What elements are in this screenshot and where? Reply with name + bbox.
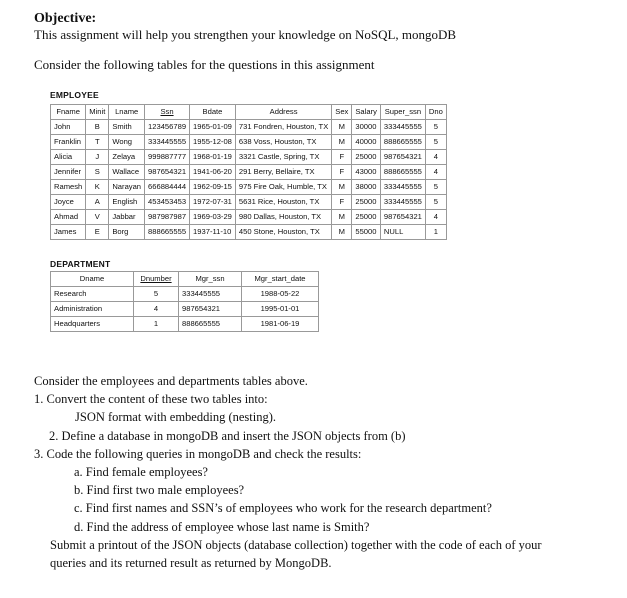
- employee-cell-salary: 25000: [352, 150, 381, 165]
- employee-cell-bdate: 1955-12-08: [190, 135, 236, 150]
- employee-cell-bdate: 1972-07-31: [190, 195, 236, 210]
- department-header-row: [51, 272, 319, 287]
- department-row: [51, 302, 319, 317]
- employee-row: [51, 150, 447, 165]
- employee-cell-minit: J: [86, 150, 109, 165]
- employee-cell-lname: Wong: [109, 135, 145, 150]
- col-header-lname: Lname: [109, 105, 145, 120]
- employee-cell-dno: 5: [425, 120, 446, 135]
- submit-instruction-line-1: Submit a printout of the JSON objects (database collection) together with the code of each of your: [50, 537, 542, 552]
- col-header-sex: Sex: [332, 105, 352, 120]
- objective-text: This assignment will help you strengthen your knowledge on NoSQL, mongoDB: [34, 27, 457, 42]
- department-cell-dname: Research: [51, 287, 134, 302]
- employee-cell-salary: 40000: [352, 135, 381, 150]
- employee-cell-minit: A: [86, 195, 109, 210]
- employee-cell-minit: T: [86, 135, 109, 150]
- col-header-address: Address: [235, 105, 331, 120]
- employee-cell-bdate: 1937-11-10: [190, 225, 236, 240]
- employee-cell-bdate: 1965-01-09: [190, 120, 236, 135]
- objective-heading: Objective:: [34, 11, 97, 26]
- employee-cell-ssn: 999887777: [145, 150, 190, 165]
- col-header-minit: Minit: [86, 105, 109, 120]
- employee-cell-address: 731 Fondren, Houston, TX: [235, 120, 331, 135]
- department-cell-dname: Headquarters: [51, 317, 134, 332]
- employee-cell-dno: 4: [425, 150, 446, 165]
- employee-cell-lname: Narayan: [109, 180, 145, 195]
- employee-row: [51, 210, 447, 225]
- questions-lead: Consider the employees and departments tables above.: [34, 374, 308, 388]
- employee-cell-super-ssn: 888665555: [380, 165, 425, 180]
- question-3: 3. Code the following queries in mongoDB and check the results:: [34, 446, 362, 461]
- question-1: 1. Convert the content of these two tables into:: [34, 392, 268, 407]
- employee-cell-dno: 5: [425, 135, 446, 150]
- department-cell-dnumber: 4: [134, 302, 179, 317]
- employee-row: [51, 195, 447, 210]
- department-row: [51, 287, 319, 302]
- col-header-ssn: Ssn: [145, 105, 190, 120]
- employee-cell-lname: Smith: [109, 120, 145, 135]
- submit-instruction-line-2: queries and its returned result as returned by MongoDB.: [50, 556, 332, 571]
- col-header-salary: Salary: [352, 105, 381, 120]
- department-cell-mgr-ssn: 888665555: [179, 317, 242, 332]
- employee-table-title: EMPLOYEE: [50, 90, 99, 100]
- employee-cell-fname: John: [51, 120, 86, 135]
- employee-cell-ssn: 666884444: [145, 180, 190, 195]
- employee-table: [50, 104, 447, 240]
- employee-cell-super-ssn: 333445555: [380, 180, 425, 195]
- employee-cell-lname: Jabbar: [109, 210, 145, 225]
- employee-cell-salary: 38000: [352, 180, 381, 195]
- employee-cell-sex: M: [332, 180, 352, 195]
- employee-cell-fname: Jennifer: [51, 165, 86, 180]
- employee-row: [51, 120, 447, 135]
- employee-cell-fname: Ahmad: [51, 210, 86, 225]
- question-2: 2. Define a database in mongoDB and insert the JSON objects from (b): [49, 428, 406, 443]
- employee-cell-fname: Joyce: [51, 195, 86, 210]
- col-header-mgr-start-date: Mgr_start_date: [242, 272, 319, 287]
- employee-cell-dno: 5: [425, 195, 446, 210]
- question-3-item-a: a. Find female employees?: [74, 465, 208, 480]
- employee-cell-salary: 25000: [352, 195, 381, 210]
- department-row: [51, 317, 319, 332]
- col-header-dnumber: Dnumber: [134, 272, 179, 287]
- employee-cell-lname: Borg: [109, 225, 145, 240]
- employee-cell-sex: M: [332, 120, 352, 135]
- employee-cell-address: 450 Stone, Houston, TX: [235, 225, 331, 240]
- department-cell-dnumber: 1: [134, 317, 179, 332]
- department-table: [50, 271, 319, 332]
- employee-cell-sex: M: [332, 210, 352, 225]
- employee-cell-lname: Wallace: [109, 165, 145, 180]
- col-header-dno: Dno: [425, 105, 446, 120]
- employee-cell-ssn: 888665555: [145, 225, 190, 240]
- department-cell-dname: Administration: [51, 302, 134, 317]
- employee-cell-super-ssn: NULL: [380, 225, 425, 240]
- employee-cell-fname: Alicia: [51, 150, 86, 165]
- employee-cell-sex: M: [332, 135, 352, 150]
- employee-cell-ssn: 987987987: [145, 210, 190, 225]
- question-3-item-c: c. Find first names and SSN’s of employees who work for the research department?: [74, 501, 492, 516]
- employee-cell-dno: 4: [425, 165, 446, 180]
- employee-cell-address: 975 Fire Oak, Humble, TX: [235, 180, 331, 195]
- employee-cell-super-ssn: 987654321: [380, 210, 425, 225]
- employee-cell-bdate: 1941-06-20: [190, 165, 236, 180]
- col-header-bdate: Bdate: [190, 105, 236, 120]
- employee-cell-dno: 5: [425, 180, 446, 195]
- employee-cell-salary: 30000: [352, 120, 381, 135]
- department-cell-mgr-start-date: 1988-05-22: [242, 287, 319, 302]
- question-3-item-d: d. Find the address of employee whose last name is Smith?: [74, 519, 370, 534]
- questions-section: [34, 372, 542, 572]
- col-header-super-ssn: Super_ssn: [380, 105, 425, 120]
- employee-cell-minit: E: [86, 225, 109, 240]
- employee-cell-salary: 43000: [352, 165, 381, 180]
- employee-row: [51, 135, 447, 150]
- employee-cell-minit: V: [86, 210, 109, 225]
- employee-cell-sex: F: [332, 150, 352, 165]
- employee-cell-address: 980 Dallas, Houston, TX: [235, 210, 331, 225]
- employee-cell-dno: 4: [425, 210, 446, 225]
- department-cell-mgr-ssn: 987654321: [179, 302, 242, 317]
- employee-cell-salary: 55000: [352, 225, 381, 240]
- employee-cell-sex: M: [332, 225, 352, 240]
- question-1-detail: JSON format with embedding (nesting).: [75, 410, 277, 425]
- col-header-mgr-ssn: Mgr_ssn: [179, 272, 242, 287]
- intro-text: Consider the following tables for the questions in this assignment: [34, 57, 375, 72]
- employee-cell-bdate: 1968-01-19: [190, 150, 236, 165]
- employee-cell-super-ssn: 888665555: [380, 135, 425, 150]
- employee-cell-minit: K: [86, 180, 109, 195]
- col-header-fname: Fname: [51, 105, 86, 120]
- col-header-dname: Dname: [51, 272, 134, 287]
- employee-cell-sex: F: [332, 195, 352, 210]
- employee-cell-bdate: 1969-03-29: [190, 210, 236, 225]
- employee-cell-ssn: 987654321: [145, 165, 190, 180]
- employee-cell-minit: B: [86, 120, 109, 135]
- employee-cell-dno: 1: [425, 225, 446, 240]
- employee-row: [51, 165, 447, 180]
- employee-cell-ssn: 453453453: [145, 195, 190, 210]
- employee-cell-address: 638 Voss, Houston, TX: [235, 135, 331, 150]
- employee-cell-salary: 25000: [352, 210, 381, 225]
- employee-cell-lname: English: [109, 195, 145, 210]
- employee-cell-fname: Franklin: [51, 135, 86, 150]
- employee-cell-address: 291 Berry, Bellaire, TX: [235, 165, 331, 180]
- employee-cell-fname: Ramesh: [51, 180, 86, 195]
- question-3-item-b: b. Find first two male employees?: [74, 483, 245, 498]
- employee-cell-super-ssn: 333445555: [380, 195, 425, 210]
- employee-cell-super-ssn: 987654321: [380, 150, 425, 165]
- department-cell-mgr-start-date: 1995-01-01: [242, 302, 319, 317]
- employee-cell-minit: S: [86, 165, 109, 180]
- employee-cell-address: 3321 Castle, Spring, TX: [235, 150, 331, 165]
- employee-cell-ssn: 123456789: [145, 120, 190, 135]
- department-table-title: DEPARTMENT: [50, 259, 111, 269]
- employee-cell-ssn: 333445555: [145, 135, 190, 150]
- department-cell-dnumber: 5: [134, 287, 179, 302]
- employee-header-row: [51, 105, 447, 120]
- employee-cell-address: 5631 Rice, Houston, TX: [235, 195, 331, 210]
- department-cell-mgr-start-date: 1981-06-19: [242, 317, 319, 332]
- department-cell-mgr-ssn: 333445555: [179, 287, 242, 302]
- employee-row: [51, 180, 447, 195]
- employee-cell-sex: F: [332, 165, 352, 180]
- employee-cell-lname: Zelaya: [109, 150, 145, 165]
- employee-row: [51, 225, 447, 240]
- employee-cell-super-ssn: 333445555: [380, 120, 425, 135]
- employee-cell-bdate: 1962-09-15: [190, 180, 236, 195]
- employee-cell-fname: James: [51, 225, 86, 240]
